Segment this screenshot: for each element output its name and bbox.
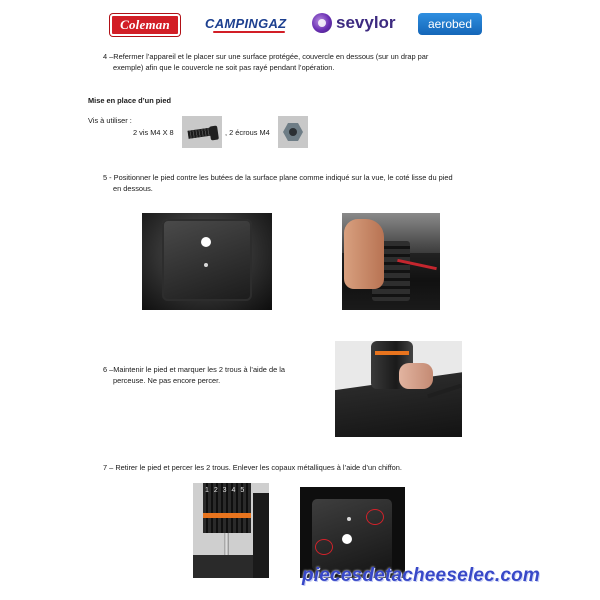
drill-orange-band bbox=[375, 351, 409, 355]
campingaz-logo bbox=[205, 16, 290, 34]
watermark: piecesdetacheeselec.com bbox=[302, 565, 541, 586]
nut-hole bbox=[289, 128, 297, 136]
campingaz-swoosh bbox=[213, 31, 285, 33]
foot-plate-big-hole bbox=[201, 237, 211, 247]
step6-line1: 6 –Maintenir le pied et marquer les 2 trous à l’aide de la bbox=[103, 365, 285, 374]
photo-shadow bbox=[253, 493, 269, 578]
small-hole bbox=[347, 517, 351, 521]
screw-image bbox=[182, 116, 222, 148]
screws-ecrous-label: , 2 écrous M4 bbox=[225, 128, 270, 137]
step4-line1: 4 –Refermer l’appareil et le placer sur une surface protégée, couvercle en dessous (sur un drap par bbox=[103, 52, 429, 61]
section-title: Mise en place d’un pied bbox=[88, 96, 171, 105]
big-hole bbox=[342, 534, 352, 544]
sevylor-logo-text: sevylor bbox=[336, 13, 396, 32]
screw-head bbox=[209, 126, 219, 141]
hand bbox=[399, 363, 433, 389]
screws-vis-label: 2 vis M4 X 8 bbox=[133, 128, 174, 137]
red-circle-marker bbox=[366, 509, 384, 525]
foot-plate bbox=[162, 219, 252, 301]
sevylor-ring-icon bbox=[312, 13, 332, 33]
aerobed-logo bbox=[418, 13, 482, 35]
coleman-logo bbox=[110, 14, 180, 36]
aerobed-logo-text: aerobed bbox=[427, 17, 473, 31]
drill-closeup-photo bbox=[193, 483, 269, 578]
foot-plate-photo bbox=[142, 213, 272, 310]
step4-line2: exemple) afin que le couvercle ne soit pas rayé pendant l’opération. bbox=[113, 63, 335, 72]
hand-positioning-foot-photo bbox=[342, 213, 440, 310]
step5-line2: en dessous. bbox=[113, 184, 153, 193]
foot-plate-small-hole bbox=[204, 263, 208, 267]
drill-orange-band bbox=[203, 513, 251, 518]
sevylor-logo bbox=[312, 12, 397, 36]
drill-digits: 1 2 3 4 5 bbox=[205, 487, 246, 494]
drill-marking-photo bbox=[335, 341, 462, 437]
coleman-logo-text: Coleman bbox=[120, 17, 170, 32]
screws-intro: Vis à utiliser : bbox=[88, 116, 132, 125]
step5-line1: 5 - Positionner le pied contre les butées de la surface plane comme indiqué sur la vue, le coté lisse du pied bbox=[103, 173, 453, 182]
campingaz-logo-text: CAMPINGAZ bbox=[205, 16, 287, 31]
nut-image bbox=[278, 116, 308, 148]
step7-line1: 7 – Retirer le pied et percer les 2 trous. Enlever les copaux métalliques à l’aide d’un chiffon. bbox=[103, 463, 402, 472]
step6-line2: perceuse. Ne pas encore percer. bbox=[113, 376, 221, 385]
hand bbox=[344, 219, 384, 289]
red-circle-marker bbox=[315, 539, 333, 555]
